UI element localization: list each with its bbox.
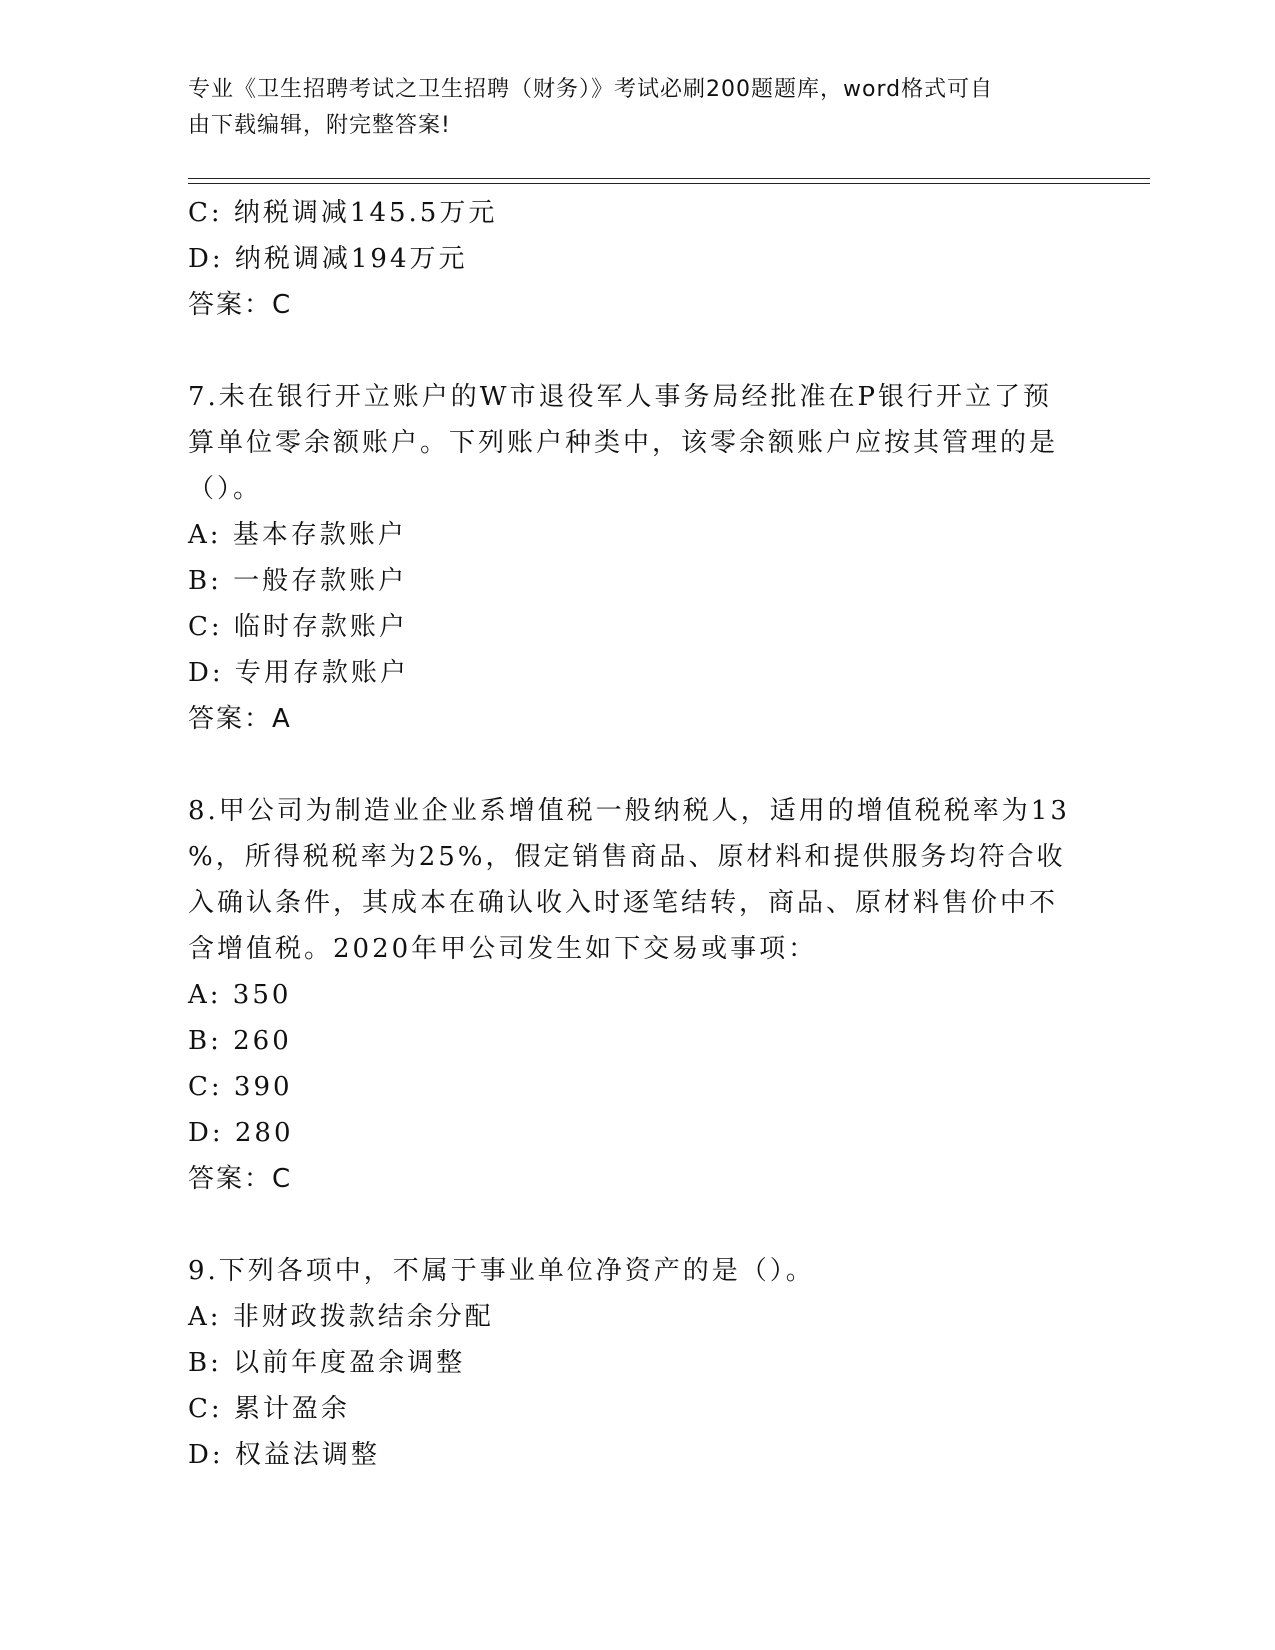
option-d: D: 专用存款账户 [188,658,409,688]
option-b: B: 一般存款账户 [188,566,408,596]
question-stem: 7.未在银行开立账户的W市退役军人事务局经批准在P银行开立了预 [188,382,1053,412]
answer: 答案：C [188,1164,293,1194]
option-d: D: 纳税调减194万元 [188,244,468,274]
option-d: D: 280 [188,1118,294,1148]
question-stem: 9.下列各项中，不属于事业单位净资产的是（）。 [188,1256,815,1286]
option-d: D: 权益法调整 [188,1440,380,1470]
question-stem: %，所得税税率为25%，假定销售商品、原材料和提供服务均符合收 [188,842,1066,872]
question-list [188,190,1068,1478]
option-a: A: 非财政拨款结余分配 [188,1302,494,1332]
question-stem: 入确认条件，其成本在确认收入时逐笔结转，商品、原材料售价中不 [188,888,1059,918]
question-stem: （）。 [188,474,263,504]
answer: 答案：A [188,704,292,734]
header-line-1: 专业《卫生招聘考试之卫生招聘（财务）》考试必刷200题题库，word格式可自 [188,77,994,102]
option-c: C: 纳税调减145.5万元 [188,198,498,228]
header-divider-bottom [188,183,1150,184]
spacer [188,1202,1068,1248]
option-a: A: 基本存款账户 [188,520,407,550]
page-header [188,72,1068,144]
question-stem: 算单位零余额账户。下列账户种类中，该零余额账户应按其管理的是 [188,428,1059,458]
header-line-2: 由下载编辑，附完整答案! [188,113,451,138]
option-c: C: 390 [188,1072,293,1102]
option-b: B: 260 [188,1026,292,1056]
question-stem: 含增值税。2020年甲公司发生如下交易或事项： [188,934,818,964]
question-block-8 [188,788,1068,1202]
question-block-9 [188,1248,1068,1478]
spacer [188,742,1068,788]
option-c: C: 临时存款账户 [188,612,408,642]
option-c: C: 累计盈余 [188,1394,350,1424]
question-block-7 [188,374,1068,742]
answer: 答案：C [188,290,293,320]
question-stem: 8.甲公司为制造业企业系增值税一般纳税人，适用的增值税税率为13 [188,796,1070,826]
spacer [188,328,1068,374]
option-b: B: 以前年度盈余调整 [188,1348,466,1378]
header-divider-top [188,178,1150,179]
question-block-prev [188,190,1068,328]
option-a: A: 350 [188,980,292,1010]
